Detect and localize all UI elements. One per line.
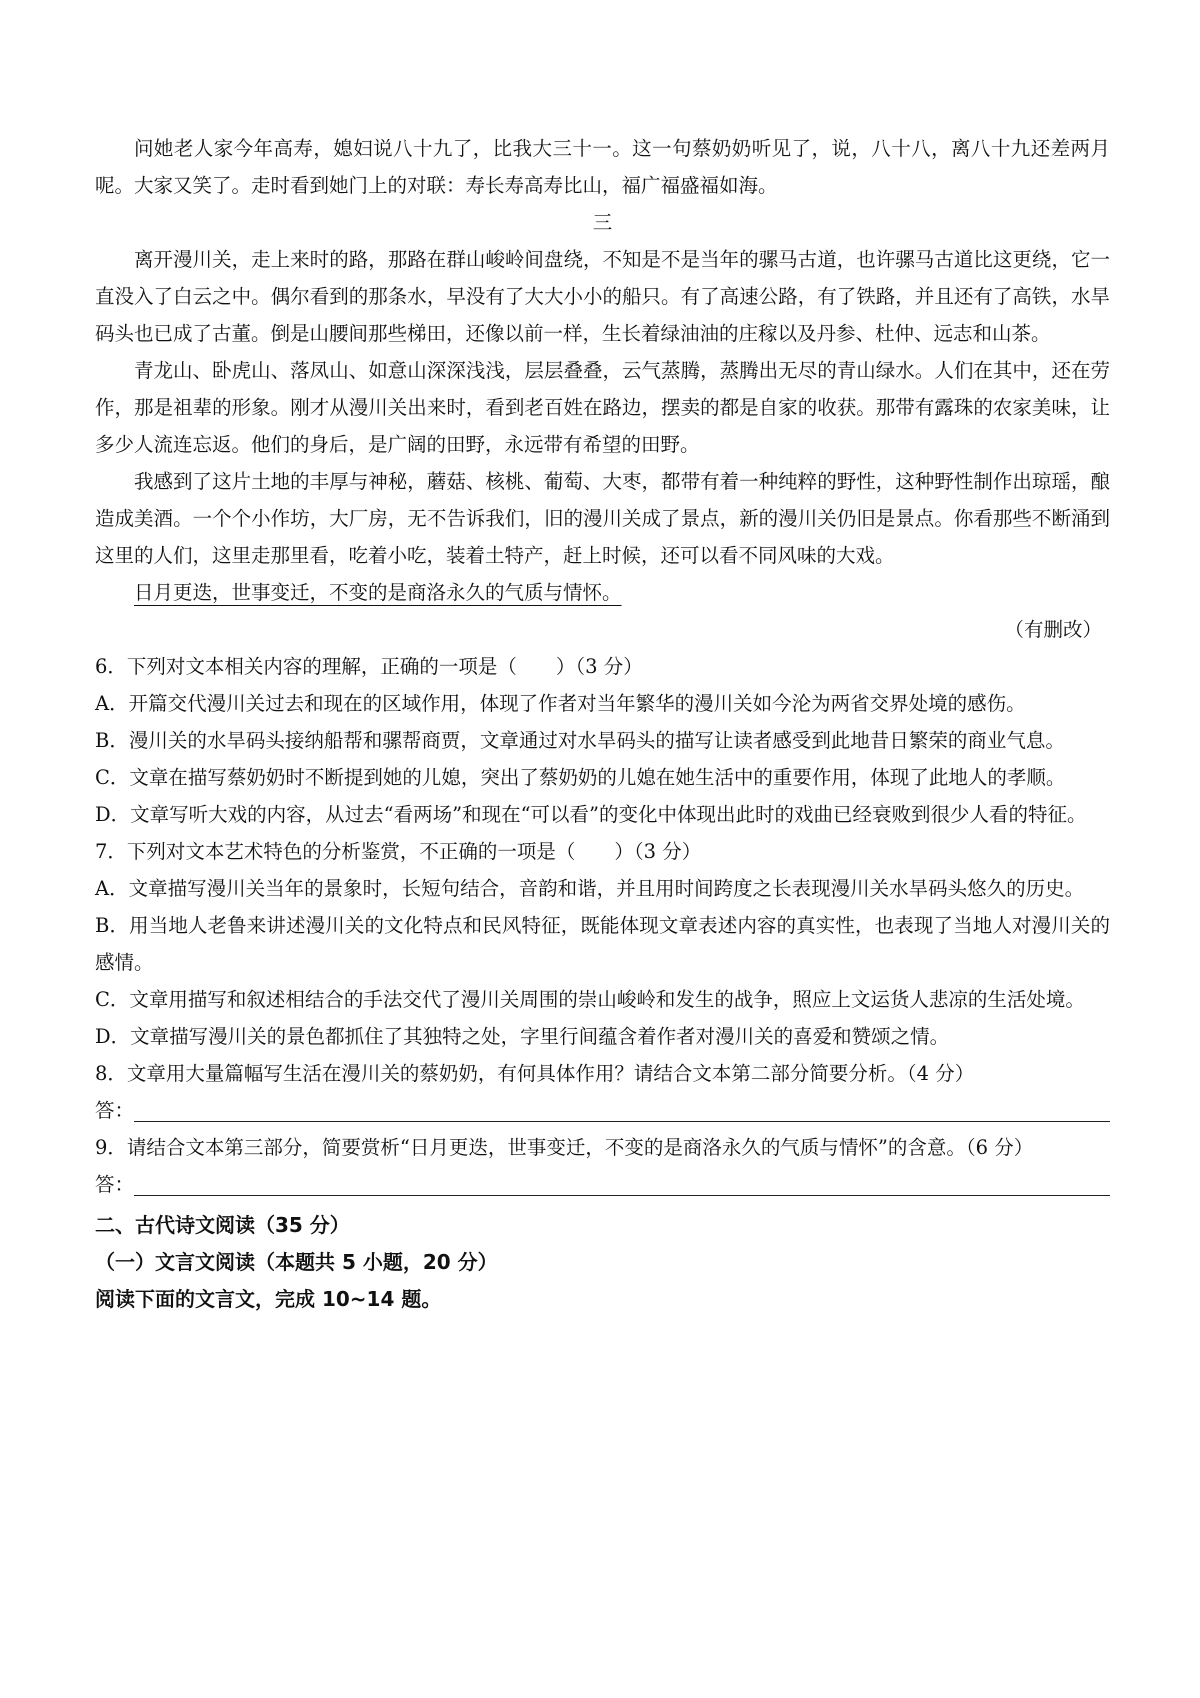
article-paragraph: 离开漫川关，走上来时的路，那路在群山峻岭间盘绕，不知是不是当年的骡马古道，也许骡马古道比这更绕，它一直没入了白云之中。偶尔看到的那条水，早没有了大大小小的船只。有了高速公路，有了铁路，并且还有了高铁，水旱码头也已成了古董。倒是山腰间那些梯田，还像以前一样，生长着绿油油的庄稼以及丹参、杜仲、远志和山茶。	[95, 248, 1110, 345]
answer-line[interactable]	[134, 1095, 1110, 1122]
section-2-sub-heading: （一）文言文阅读（本题共 5 小题，20 分）	[95, 1250, 498, 1274]
answer-label: 答：	[95, 1099, 135, 1122]
article-paragraph: 青龙山、卧虎山、落凤山、如意山深深浅浅，层层叠叠，云气蒸腾，蒸腾出无尽的青山绿水。人们在其中，还在劳作，那是祖辈的形象。刚才从漫川关出来时，看到老百姓在路边，摆卖的都是自家的收获。那带有露珠的农家美味，让多少人流连忘返。他们的身后，是广阔的田野，永远带有希望的田野。	[95, 359, 1110, 456]
article-paragraph: 问她老人家今年高寿，媳妇说八十九了，比我大三十一。这一句蔡奶奶听见了，说，八十八，离八十九还差两月呢。大家又笑了。走时看到她门上的对联：寿长寿高寿比山，福广福盛福如海。	[95, 137, 1110, 197]
question-7-option-d: D．文章描写漫川关的景色都抓住了其独特之处，字里行间蕴含着作者对漫川关的喜爱和赞颂之情。	[95, 1025, 950, 1048]
question-6-option-c: C．文章在描写蔡奶奶时不断提到她的儿媳，突出了蔡奶奶的儿媳在她生活中的重要作用，体现了此地人的孝顺。	[95, 766, 1066, 789]
question-7-stem: 7．下列对文本艺术特色的分析鉴赏，不正确的一项是（ ）（3 分）	[95, 840, 702, 863]
question-7-option-c: C．文章用描写和叙述相结合的手法交代了漫川关周围的崇山峻岭和发生的战争，照应上文运货人悲凉的生活处境。	[95, 988, 1085, 1011]
question-9-answer-area	[95, 1166, 1110, 1203]
question-6-option-d: D．文章写听大戏的内容，从过去“看两场”和现在“可以看”的变化中体现出此时的戏曲已经衰败到很少人看的特征。	[95, 803, 1087, 826]
section-2-heading: 二、古代诗文阅读（35 分）	[95, 1213, 350, 1237]
question-6-stem: 6．下列对文本相关内容的理解，正确的一项是（ ）（3 分）	[95, 655, 643, 678]
question-8-stem: 8．文章用大量篇幅写生活在漫川关的蔡奶奶，有何具体作用？请结合文本第二部分简要分析。（4 分）	[95, 1062, 975, 1085]
question-7-option-b: B．用当地人老鲁来讲述漫川关的文化特点和民风特征，既能体现文章表述内容的真实性，也表现了当地人对漫川关的感情。	[95, 914, 1110, 974]
answer-line[interactable]	[134, 1169, 1110, 1196]
question-6-option-a: A．开篇交代漫川关过去和现在的区域作用，体现了作者对当年繁华的漫川关如今沦为两省交界处境的感伤。	[95, 692, 1026, 715]
question-9-stem: 9．请结合文本第三部分，简要赏析“日月更迭，世事变迁，不变的是商洛永久的气质与情怀”的含意。（6 分）	[95, 1136, 1034, 1159]
section-three-heading: 三	[592, 211, 613, 234]
question-7-option-a: A．文章描写漫川关当年的景象时，长短句结合，音韵和谐，并且用时间跨度之长表现漫川关水旱码头悠久的历史。	[95, 877, 1085, 900]
source-note: （有删改）	[1004, 618, 1102, 641]
answer-label: 答：	[95, 1173, 135, 1196]
question-8-answer-area	[95, 1092, 1110, 1129]
page-content	[95, 130, 1110, 1318]
section-2-instruction: 阅读下面的文言文，完成 10~14 题。	[95, 1287, 442, 1311]
underlined-sentence: 日月更迭，世事变迁，不变的是商洛永久的气质与情怀。	[134, 581, 622, 604]
question-6-option-b: B．漫川关的水旱码头接纳船帮和骡帮商贾，文章通过对水旱码头的描写让读者感受到此地昔日繁荣的商业气息。	[95, 729, 1065, 752]
article-closing-paragraph	[95, 574, 1110, 611]
article-paragraph: 我感到了这片土地的丰厚与神秘，蘑菇、核桃、葡萄、大枣，都带有着一种纯粹的野性，这种野性制作出琼瑶，酿造成美酒。一个个小作坊，大厂房，无不告诉我们，旧的漫川关成了景点，新的漫川关仍旧是景点。你看那些不断涌到这里的人们，这里走那里看，吃着小吃，装着土特产，赶上时候，还可以看不同风味的大戏。	[95, 470, 1110, 567]
